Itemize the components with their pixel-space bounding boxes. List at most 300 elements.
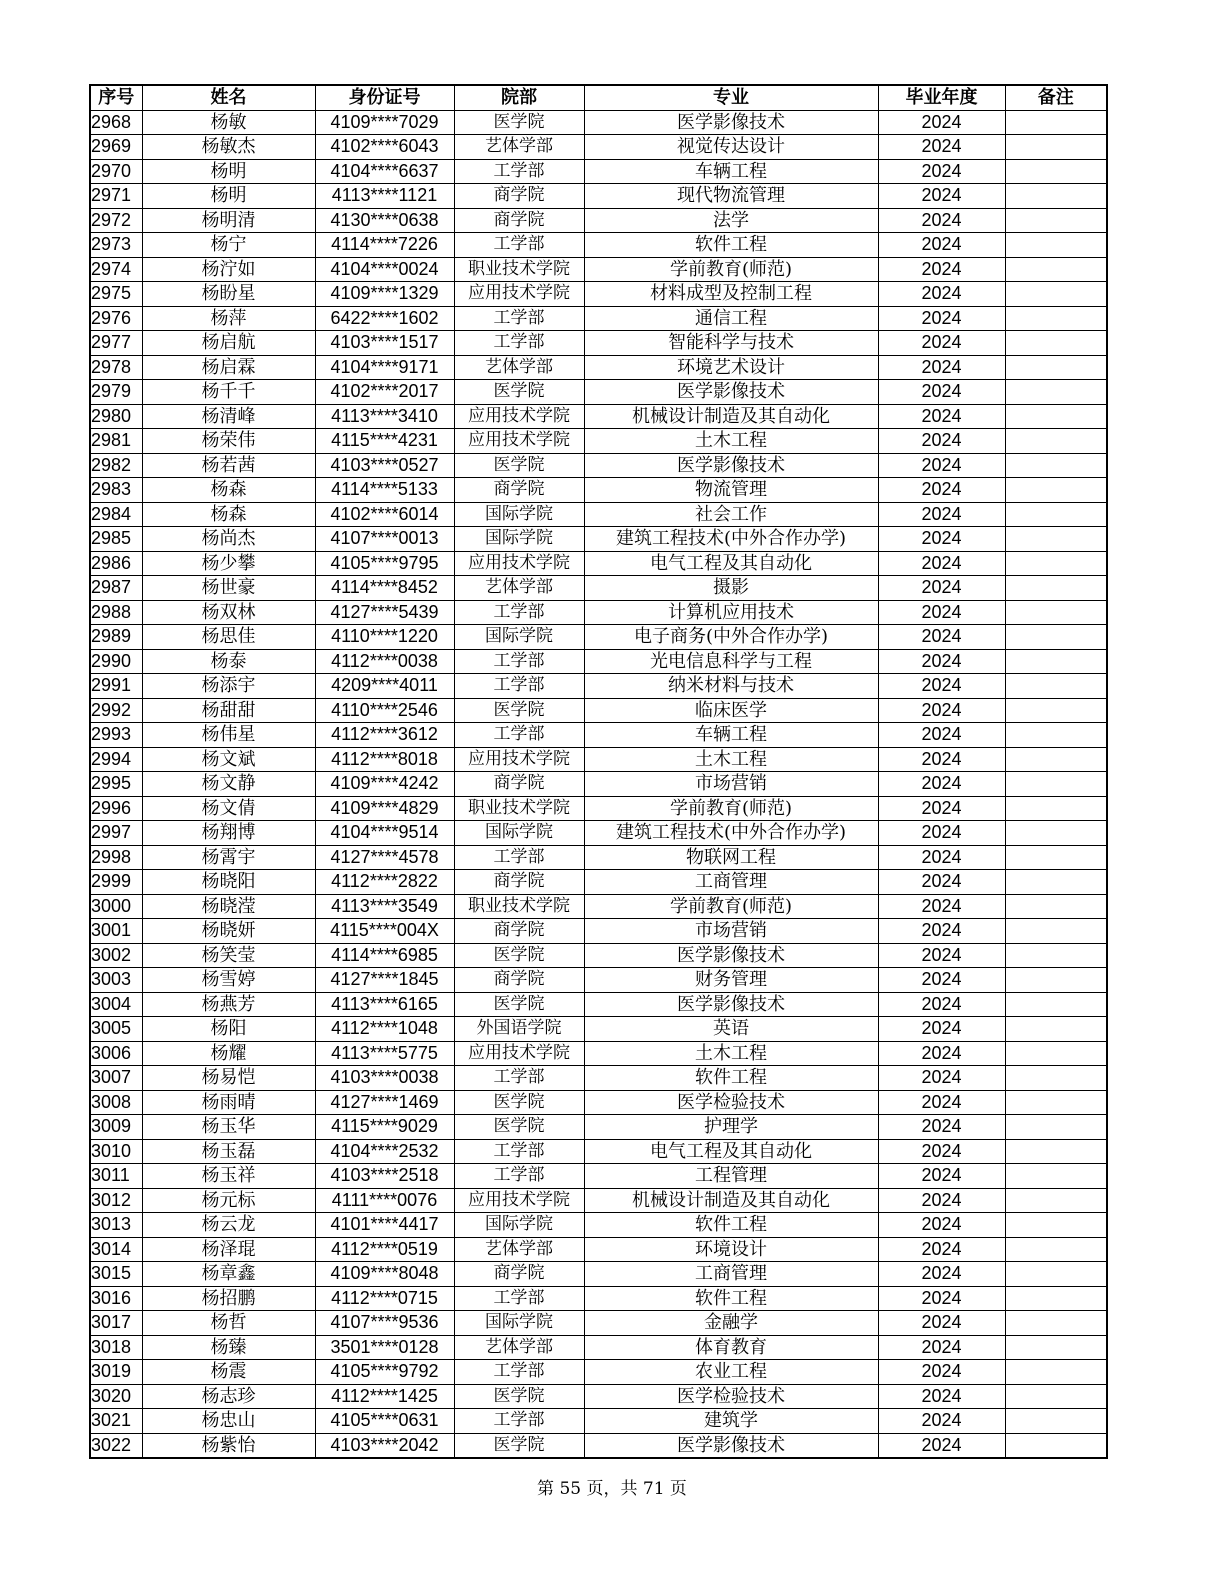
cell-seq: 2993 bbox=[90, 723, 142, 748]
cell-id-number: 4127****1469 bbox=[315, 1090, 454, 1115]
cell-note bbox=[1005, 257, 1107, 282]
cell-seq: 2971 bbox=[90, 184, 142, 209]
cell-seq: 3020 bbox=[90, 1384, 142, 1409]
cell-name: 杨添宇 bbox=[142, 674, 315, 699]
cell-seq: 3002 bbox=[90, 943, 142, 968]
cell-name: 杨荣伟 bbox=[142, 429, 315, 454]
cell-seq: 3019 bbox=[90, 1360, 142, 1385]
cell-graduation-year: 2024 bbox=[878, 1213, 1005, 1238]
cell-note bbox=[1005, 306, 1107, 331]
cell-major: 计算机应用技术 bbox=[584, 600, 878, 625]
cell-note bbox=[1005, 502, 1107, 527]
cell-name: 杨耀 bbox=[142, 1041, 315, 1066]
cell-note bbox=[1005, 894, 1107, 919]
table-row bbox=[90, 1360, 1107, 1385]
header-id: 身份证号 bbox=[315, 85, 454, 110]
table-row bbox=[90, 674, 1107, 699]
table-row bbox=[90, 1311, 1107, 1336]
cell-note bbox=[1005, 527, 1107, 552]
cell-id-number: 4104****2532 bbox=[315, 1139, 454, 1164]
cell-name: 杨章鑫 bbox=[142, 1262, 315, 1287]
cell-major: 农业工程 bbox=[584, 1360, 878, 1385]
cell-seq: 2995 bbox=[90, 772, 142, 797]
cell-graduation-year: 2024 bbox=[878, 551, 1005, 576]
cell-major: 工程管理 bbox=[584, 1164, 878, 1189]
cell-id-number: 4109****8048 bbox=[315, 1262, 454, 1287]
cell-name: 杨明 bbox=[142, 159, 315, 184]
cell-department: 国际学院 bbox=[454, 1311, 584, 1336]
header-seq: 序号 bbox=[90, 85, 142, 110]
cell-seq: 2989 bbox=[90, 625, 142, 650]
header-year: 毕业年度 bbox=[878, 85, 1005, 110]
cell-major: 电子商务(中外合作办学) bbox=[584, 625, 878, 650]
cell-name: 杨森 bbox=[142, 502, 315, 527]
cell-seq: 3004 bbox=[90, 992, 142, 1017]
cell-seq: 2979 bbox=[90, 380, 142, 405]
table-row bbox=[90, 527, 1107, 552]
cell-name: 杨启航 bbox=[142, 331, 315, 356]
cell-name: 杨玉华 bbox=[142, 1115, 315, 1140]
cell-name: 杨玉祥 bbox=[142, 1164, 315, 1189]
cell-seq: 3008 bbox=[90, 1090, 142, 1115]
cell-major: 软件工程 bbox=[584, 1213, 878, 1238]
cell-name: 杨千千 bbox=[142, 380, 315, 405]
cell-note bbox=[1005, 208, 1107, 233]
cell-major: 医学影像技术 bbox=[584, 943, 878, 968]
header-name: 姓名 bbox=[142, 85, 315, 110]
table-row bbox=[90, 429, 1107, 454]
cell-graduation-year: 2024 bbox=[878, 257, 1005, 282]
table-row bbox=[90, 1409, 1107, 1434]
table-row bbox=[90, 502, 1107, 527]
cell-graduation-year: 2024 bbox=[878, 404, 1005, 429]
cell-major: 现代物流管理 bbox=[584, 184, 878, 209]
cell-note bbox=[1005, 1433, 1107, 1458]
cell-note bbox=[1005, 355, 1107, 380]
cell-department: 应用技术学院 bbox=[454, 1041, 584, 1066]
cell-major: 英语 bbox=[584, 1017, 878, 1042]
table-row bbox=[90, 796, 1107, 821]
cell-note bbox=[1005, 1090, 1107, 1115]
cell-department: 工学部 bbox=[454, 1286, 584, 1311]
table-row bbox=[90, 208, 1107, 233]
cell-graduation-year: 2024 bbox=[878, 821, 1005, 846]
cell-name: 杨志珍 bbox=[142, 1384, 315, 1409]
cell-note bbox=[1005, 1213, 1107, 1238]
cell-note bbox=[1005, 1360, 1107, 1385]
cell-note bbox=[1005, 404, 1107, 429]
cell-id-number: 4114****8452 bbox=[315, 576, 454, 601]
cell-graduation-year: 2024 bbox=[878, 282, 1005, 307]
cell-id-number: 4113****6165 bbox=[315, 992, 454, 1017]
cell-seq: 3013 bbox=[90, 1213, 142, 1238]
cell-major: 环境设计 bbox=[584, 1237, 878, 1262]
cell-department: 职业技术学院 bbox=[454, 894, 584, 919]
cell-name: 杨启霖 bbox=[142, 355, 315, 380]
cell-seq: 2994 bbox=[90, 747, 142, 772]
cell-id-number: 4112****8018 bbox=[315, 747, 454, 772]
table-row bbox=[90, 1433, 1107, 1458]
cell-graduation-year: 2024 bbox=[878, 968, 1005, 993]
cell-id-number: 4105****9795 bbox=[315, 551, 454, 576]
cell-department: 工学部 bbox=[454, 233, 584, 258]
table-row bbox=[90, 1384, 1107, 1409]
cell-id-number: 4102****6014 bbox=[315, 502, 454, 527]
cell-id-number: 4101****4417 bbox=[315, 1213, 454, 1238]
cell-department: 应用技术学院 bbox=[454, 282, 584, 307]
cell-seq: 2998 bbox=[90, 845, 142, 870]
graduate-table bbox=[89, 84, 1108, 1459]
cell-note bbox=[1005, 1262, 1107, 1287]
table-row bbox=[90, 1262, 1107, 1287]
cell-graduation-year: 2024 bbox=[878, 1262, 1005, 1287]
cell-major: 学前教育(师范) bbox=[584, 257, 878, 282]
cell-seq: 3015 bbox=[90, 1262, 142, 1287]
cell-seq: 2977 bbox=[90, 331, 142, 356]
cell-id-number: 4114****7226 bbox=[315, 233, 454, 258]
cell-note bbox=[1005, 796, 1107, 821]
cell-note bbox=[1005, 992, 1107, 1017]
cell-graduation-year: 2024 bbox=[878, 1237, 1005, 1262]
table-row bbox=[90, 1139, 1107, 1164]
cell-note bbox=[1005, 110, 1107, 135]
cell-name: 杨笑莹 bbox=[142, 943, 315, 968]
cell-id-number: 4112****0519 bbox=[315, 1237, 454, 1262]
cell-note bbox=[1005, 1164, 1107, 1189]
cell-graduation-year: 2024 bbox=[878, 674, 1005, 699]
table-row bbox=[90, 233, 1107, 258]
header-note: 备注 bbox=[1005, 85, 1107, 110]
table-row bbox=[90, 478, 1107, 503]
cell-name: 杨晓滢 bbox=[142, 894, 315, 919]
table-row bbox=[90, 772, 1107, 797]
cell-department: 医学院 bbox=[454, 1384, 584, 1409]
cell-name: 杨雨晴 bbox=[142, 1090, 315, 1115]
cell-major: 智能科学与技术 bbox=[584, 331, 878, 356]
cell-department: 工学部 bbox=[454, 600, 584, 625]
table-row bbox=[90, 845, 1107, 870]
cell-department: 医学院 bbox=[454, 992, 584, 1017]
cell-seq: 3000 bbox=[90, 894, 142, 919]
cell-department: 艺体学部 bbox=[454, 355, 584, 380]
cell-graduation-year: 2024 bbox=[878, 159, 1005, 184]
table-row bbox=[90, 380, 1107, 405]
cell-seq: 3003 bbox=[90, 968, 142, 993]
cell-name: 杨敏 bbox=[142, 110, 315, 135]
cell-note bbox=[1005, 968, 1107, 993]
cell-id-number: 4109****4242 bbox=[315, 772, 454, 797]
cell-id-number: 4104****0024 bbox=[315, 257, 454, 282]
cell-id-number: 4115****004X bbox=[315, 919, 454, 944]
cell-note bbox=[1005, 380, 1107, 405]
cell-note bbox=[1005, 1139, 1107, 1164]
cell-graduation-year: 2024 bbox=[878, 110, 1005, 135]
table-row bbox=[90, 306, 1107, 331]
cell-major: 医学影像技术 bbox=[584, 453, 878, 478]
table-row bbox=[90, 1164, 1107, 1189]
cell-department: 医学院 bbox=[454, 1433, 584, 1458]
cell-major: 车辆工程 bbox=[584, 159, 878, 184]
cell-department: 国际学院 bbox=[454, 625, 584, 650]
cell-graduation-year: 2024 bbox=[878, 233, 1005, 258]
cell-graduation-year: 2024 bbox=[878, 135, 1005, 160]
cell-name: 杨泞如 bbox=[142, 257, 315, 282]
cell-seq: 3022 bbox=[90, 1433, 142, 1458]
cell-major: 医学检验技术 bbox=[584, 1384, 878, 1409]
cell-seq: 2991 bbox=[90, 674, 142, 699]
cell-name: 杨阳 bbox=[142, 1017, 315, 1042]
cell-seq: 2986 bbox=[90, 551, 142, 576]
cell-id-number: 4127****1845 bbox=[315, 968, 454, 993]
cell-department: 商学院 bbox=[454, 772, 584, 797]
table-row bbox=[90, 600, 1107, 625]
cell-seq: 2973 bbox=[90, 233, 142, 258]
cell-id-number: 4114****5133 bbox=[315, 478, 454, 503]
cell-note bbox=[1005, 1188, 1107, 1213]
table-row bbox=[90, 257, 1107, 282]
cell-id-number: 4115****4231 bbox=[315, 429, 454, 454]
cell-note bbox=[1005, 1066, 1107, 1091]
cell-department: 工学部 bbox=[454, 331, 584, 356]
table-row bbox=[90, 135, 1107, 160]
cell-note bbox=[1005, 1017, 1107, 1042]
cell-seq: 3007 bbox=[90, 1066, 142, 1091]
cell-note bbox=[1005, 600, 1107, 625]
table-row bbox=[90, 870, 1107, 895]
cell-department: 国际学院 bbox=[454, 1213, 584, 1238]
cell-graduation-year: 2024 bbox=[878, 1311, 1005, 1336]
cell-id-number: 4110****2546 bbox=[315, 698, 454, 723]
cell-name: 杨晓阳 bbox=[142, 870, 315, 895]
cell-name: 杨文静 bbox=[142, 772, 315, 797]
cell-seq: 2974 bbox=[90, 257, 142, 282]
cell-major: 建筑工程技术(中外合作办学) bbox=[584, 821, 878, 846]
cell-department: 医学院 bbox=[454, 110, 584, 135]
cell-graduation-year: 2024 bbox=[878, 698, 1005, 723]
cell-major: 材料成型及控制工程 bbox=[584, 282, 878, 307]
cell-graduation-year: 2024 bbox=[878, 429, 1005, 454]
cell-note bbox=[1005, 821, 1107, 846]
cell-department: 工学部 bbox=[454, 1139, 584, 1164]
cell-major: 物流管理 bbox=[584, 478, 878, 503]
cell-major: 电气工程及其自动化 bbox=[584, 551, 878, 576]
cell-major: 学前教育(师范) bbox=[584, 796, 878, 821]
cell-major: 医学影像技术 bbox=[584, 380, 878, 405]
cell-department: 国际学院 bbox=[454, 527, 584, 552]
cell-major: 电气工程及其自动化 bbox=[584, 1139, 878, 1164]
table-row bbox=[90, 1090, 1107, 1115]
table-row bbox=[90, 821, 1107, 846]
cell-name: 杨霄宇 bbox=[142, 845, 315, 870]
cell-id-number: 4103****2518 bbox=[315, 1164, 454, 1189]
cell-seq: 2975 bbox=[90, 282, 142, 307]
table-header-row bbox=[90, 85, 1107, 110]
cell-major: 市场营销 bbox=[584, 919, 878, 944]
table-row bbox=[90, 159, 1107, 184]
cell-graduation-year: 2024 bbox=[878, 747, 1005, 772]
table-row bbox=[90, 404, 1107, 429]
cell-note bbox=[1005, 1041, 1107, 1066]
cell-seq: 3001 bbox=[90, 919, 142, 944]
cell-major: 土木工程 bbox=[584, 747, 878, 772]
cell-id-number: 4113****3410 bbox=[315, 404, 454, 429]
cell-graduation-year: 2024 bbox=[878, 453, 1005, 478]
table-row bbox=[90, 1213, 1107, 1238]
cell-graduation-year: 2024 bbox=[878, 649, 1005, 674]
table-row bbox=[90, 1286, 1107, 1311]
cell-seq: 3010 bbox=[90, 1139, 142, 1164]
cell-name: 杨少攀 bbox=[142, 551, 315, 576]
cell-id-number: 4209****4011 bbox=[315, 674, 454, 699]
cell-department: 工学部 bbox=[454, 1409, 584, 1434]
table-body bbox=[90, 110, 1107, 1458]
cell-seq: 2983 bbox=[90, 478, 142, 503]
cell-id-number: 4115****9029 bbox=[315, 1115, 454, 1140]
cell-name: 杨臻 bbox=[142, 1335, 315, 1360]
table-row bbox=[90, 355, 1107, 380]
cell-id-number: 4103****1517 bbox=[315, 331, 454, 356]
cell-department: 艺体学部 bbox=[454, 1237, 584, 1262]
cell-name: 杨泽琨 bbox=[142, 1237, 315, 1262]
table-row bbox=[90, 576, 1107, 601]
table-row bbox=[90, 1041, 1107, 1066]
cell-id-number: 4112****0038 bbox=[315, 649, 454, 674]
cell-id-number: 4103****2042 bbox=[315, 1433, 454, 1458]
cell-seq: 2992 bbox=[90, 698, 142, 723]
cell-note bbox=[1005, 429, 1107, 454]
cell-seq: 2984 bbox=[90, 502, 142, 527]
cell-id-number: 4107****9536 bbox=[315, 1311, 454, 1336]
cell-name: 杨文倩 bbox=[142, 796, 315, 821]
cell-id-number: 4112****0715 bbox=[315, 1286, 454, 1311]
cell-major: 物联网工程 bbox=[584, 845, 878, 870]
cell-note bbox=[1005, 1335, 1107, 1360]
cell-name: 杨甜甜 bbox=[142, 698, 315, 723]
cell-note bbox=[1005, 1286, 1107, 1311]
cell-id-number: 4104****9171 bbox=[315, 355, 454, 380]
cell-department: 医学院 bbox=[454, 698, 584, 723]
cell-id-number: 4113****5775 bbox=[315, 1041, 454, 1066]
cell-note bbox=[1005, 184, 1107, 209]
cell-major: 机械设计制造及其自动化 bbox=[584, 404, 878, 429]
cell-id-number: 4102****6043 bbox=[315, 135, 454, 160]
cell-note bbox=[1005, 233, 1107, 258]
cell-id-number: 4103****0527 bbox=[315, 453, 454, 478]
cell-major: 机械设计制造及其自动化 bbox=[584, 1188, 878, 1213]
cell-id-number: 4112****1425 bbox=[315, 1384, 454, 1409]
cell-name: 杨雪婷 bbox=[142, 968, 315, 993]
cell-seq: 3017 bbox=[90, 1311, 142, 1336]
cell-id-number: 4104****9514 bbox=[315, 821, 454, 846]
cell-major: 临床医学 bbox=[584, 698, 878, 723]
cell-major: 纳米材料与技术 bbox=[584, 674, 878, 699]
cell-graduation-year: 2024 bbox=[878, 1360, 1005, 1385]
cell-department: 商学院 bbox=[454, 478, 584, 503]
cell-seq: 3011 bbox=[90, 1164, 142, 1189]
cell-major: 护理学 bbox=[584, 1115, 878, 1140]
cell-name: 杨云龙 bbox=[142, 1213, 315, 1238]
cell-name: 杨萍 bbox=[142, 306, 315, 331]
cell-note bbox=[1005, 331, 1107, 356]
cell-graduation-year: 2024 bbox=[878, 527, 1005, 552]
cell-department: 工学部 bbox=[454, 845, 584, 870]
cell-graduation-year: 2024 bbox=[878, 1041, 1005, 1066]
cell-graduation-year: 2024 bbox=[878, 625, 1005, 650]
cell-graduation-year: 2024 bbox=[878, 1286, 1005, 1311]
cell-graduation-year: 2024 bbox=[878, 845, 1005, 870]
cell-graduation-year: 2024 bbox=[878, 478, 1005, 503]
cell-graduation-year: 2024 bbox=[878, 1188, 1005, 1213]
cell-id-number: 3501****0128 bbox=[315, 1335, 454, 1360]
cell-major: 土木工程 bbox=[584, 1041, 878, 1066]
cell-note bbox=[1005, 159, 1107, 184]
cell-seq: 2990 bbox=[90, 649, 142, 674]
table-row bbox=[90, 968, 1107, 993]
cell-major: 土木工程 bbox=[584, 429, 878, 454]
cell-id-number: 4127****5439 bbox=[315, 600, 454, 625]
cell-department: 医学院 bbox=[454, 943, 584, 968]
cell-major: 医学影像技术 bbox=[584, 110, 878, 135]
cell-note bbox=[1005, 453, 1107, 478]
cell-seq: 2978 bbox=[90, 355, 142, 380]
cell-id-number: 4107****0013 bbox=[315, 527, 454, 552]
cell-name: 杨燕芳 bbox=[142, 992, 315, 1017]
cell-major: 社会工作 bbox=[584, 502, 878, 527]
cell-seq: 2996 bbox=[90, 796, 142, 821]
cell-name: 杨震 bbox=[142, 1360, 315, 1385]
cell-id-number: 4104****6637 bbox=[315, 159, 454, 184]
cell-seq: 2981 bbox=[90, 429, 142, 454]
cell-note bbox=[1005, 943, 1107, 968]
cell-note bbox=[1005, 551, 1107, 576]
cell-major: 软件工程 bbox=[584, 233, 878, 258]
cell-department: 医学院 bbox=[454, 453, 584, 478]
cell-seq: 3006 bbox=[90, 1041, 142, 1066]
cell-note bbox=[1005, 747, 1107, 772]
cell-department: 商学院 bbox=[454, 208, 584, 233]
cell-department: 应用技术学院 bbox=[454, 747, 584, 772]
cell-department: 工学部 bbox=[454, 1066, 584, 1091]
cell-seq: 2982 bbox=[90, 453, 142, 478]
cell-name: 杨易恺 bbox=[142, 1066, 315, 1091]
cell-department: 职业技术学院 bbox=[454, 257, 584, 282]
cell-graduation-year: 2024 bbox=[878, 1433, 1005, 1458]
cell-seq: 2997 bbox=[90, 821, 142, 846]
cell-name: 杨森 bbox=[142, 478, 315, 503]
cell-note bbox=[1005, 649, 1107, 674]
cell-department: 医学院 bbox=[454, 380, 584, 405]
cell-graduation-year: 2024 bbox=[878, 1335, 1005, 1360]
cell-major: 财务管理 bbox=[584, 968, 878, 993]
cell-department: 应用技术学院 bbox=[454, 429, 584, 454]
cell-major: 学前教育(师范) bbox=[584, 894, 878, 919]
cell-major: 医学检验技术 bbox=[584, 1090, 878, 1115]
cell-name: 杨伟星 bbox=[142, 723, 315, 748]
cell-note bbox=[1005, 870, 1107, 895]
table-row bbox=[90, 453, 1107, 478]
cell-seq: 2988 bbox=[90, 600, 142, 625]
cell-major: 金融学 bbox=[584, 1311, 878, 1336]
table-row bbox=[90, 649, 1107, 674]
cell-seq: 2969 bbox=[90, 135, 142, 160]
cell-id-number: 4102****2017 bbox=[315, 380, 454, 405]
cell-department: 商学院 bbox=[454, 184, 584, 209]
cell-graduation-year: 2024 bbox=[878, 576, 1005, 601]
cell-name: 杨招鹏 bbox=[142, 1286, 315, 1311]
cell-id-number: 4109****4829 bbox=[315, 796, 454, 821]
cell-id-number: 4112****3612 bbox=[315, 723, 454, 748]
cell-graduation-year: 2024 bbox=[878, 992, 1005, 1017]
